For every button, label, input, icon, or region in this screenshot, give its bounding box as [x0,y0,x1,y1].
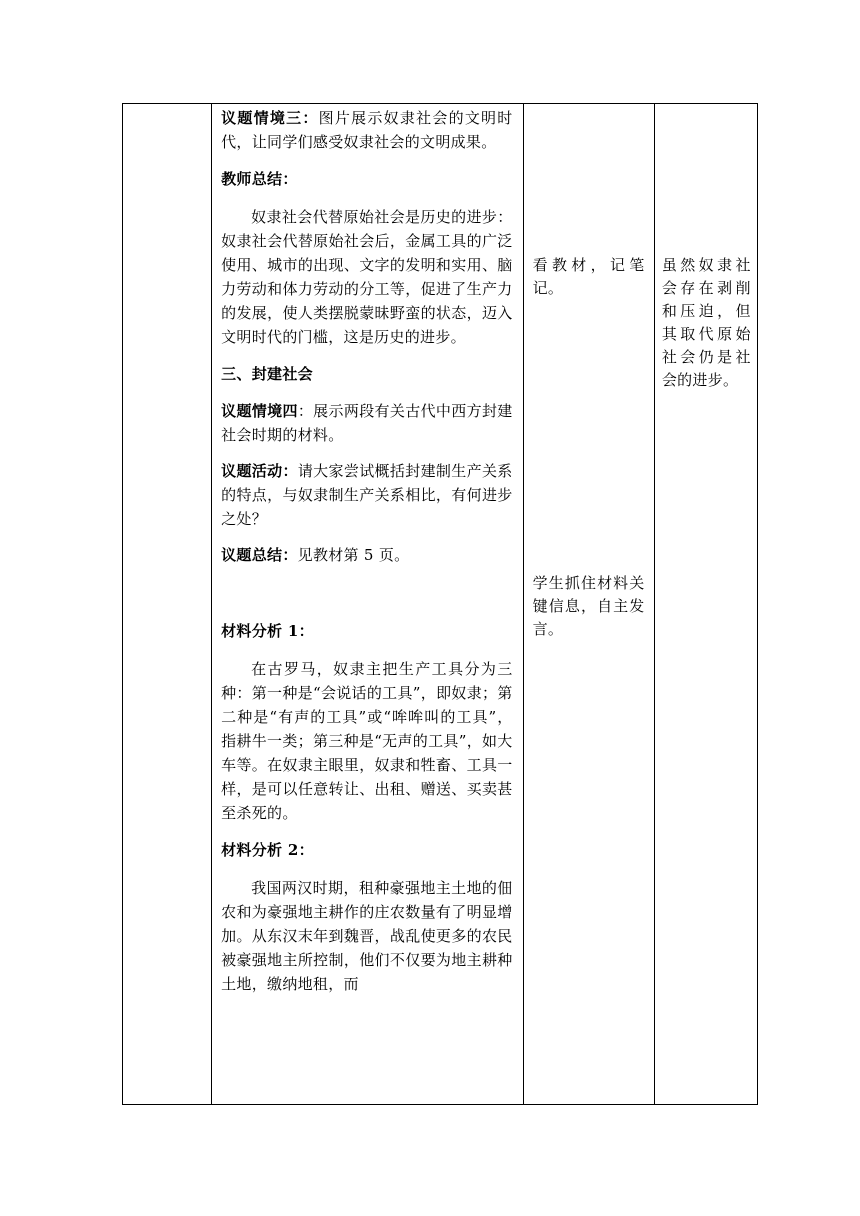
design-intent-note: 虽然奴隶社会存在剥削和压迫，但其取代原始社会仍是社会的进步。 [661,256,751,389]
material2-text: 我国两汉时期，租种豪强地主土地的佃农和为豪强地主耕作的庄农数量有了明显增加。从东汉末年到魏晋，战乱使更多的农民被豪强地主所控制，他们不仅要为地主耕种土地，缴纳地租，而 [221,879,513,993]
teaching-process-cell [212,104,523,1105]
blank-column-cell [123,104,212,1105]
section-heading: 三、封建社会 [221,365,313,383]
activity-text: 请大家尝试概括封建制生产关系的特点，与奴隶制生产关系相比，有何进步之处？ [221,462,513,528]
situation3-label: 议题情境三： [221,109,319,127]
topic-summary-label: 议题总结： [221,546,298,564]
situation4-paragraph [221,399,512,447]
topic-summary-text: 见教材第 5 页。 [297,546,410,564]
material2-label: 材料分析 2： [221,841,314,859]
activity-label: 议题活动： [221,462,298,480]
lesson-plan-table [122,103,758,1105]
teacher-summary-label: 教师总结： [221,170,298,188]
design-intent-cell [654,104,757,1105]
teacher-summary-text: 奴隶社会代替原始社会是历史的进步：奴隶社会代替原始社会后，金属工具的广泛使用、城市的出现、文字的发明和实用、脑力劳动和体力劳动的分工等，促进了生产力的发展，使人类摆脱蒙昧野蛮的状态，迈入文明时代的门槛，这是历史的进步。 [221,208,513,346]
student-note-1: 看教材，记笔记。 [532,256,645,297]
situation4-label: 议题情境四 [221,402,298,420]
student-activity-cell [523,104,654,1105]
situation3-paragraph [221,106,512,154]
activity-paragraph [221,459,512,531]
student-note-2: 学生抓住材料关键信息，自主发言。 [532,574,645,638]
material1-label: 材料分析 1： [221,622,314,640]
situation3-text: 图片展示奴隶社会的文明时代，让同学们感受奴隶社会的文明成果。 [221,109,513,151]
topic-summary-paragraph [221,543,512,567]
situation4-text: ：展示两段有关古代中西方封建社会时期的材料。 [221,402,513,444]
material1-text: 在古罗马，奴隶主把生产工具分为三种：第一种是“会说话的工具”，即奴隶；第二种是“有声的工具”或“哞哞叫的工具”，指耕牛一类；第三种是“无声的工具”，如大车等。在奴隶主眼里，奴隶和牲畜、工具一样，是可以任意转让、出租、赠送、买卖甚至杀死的。 [221,660,513,822]
